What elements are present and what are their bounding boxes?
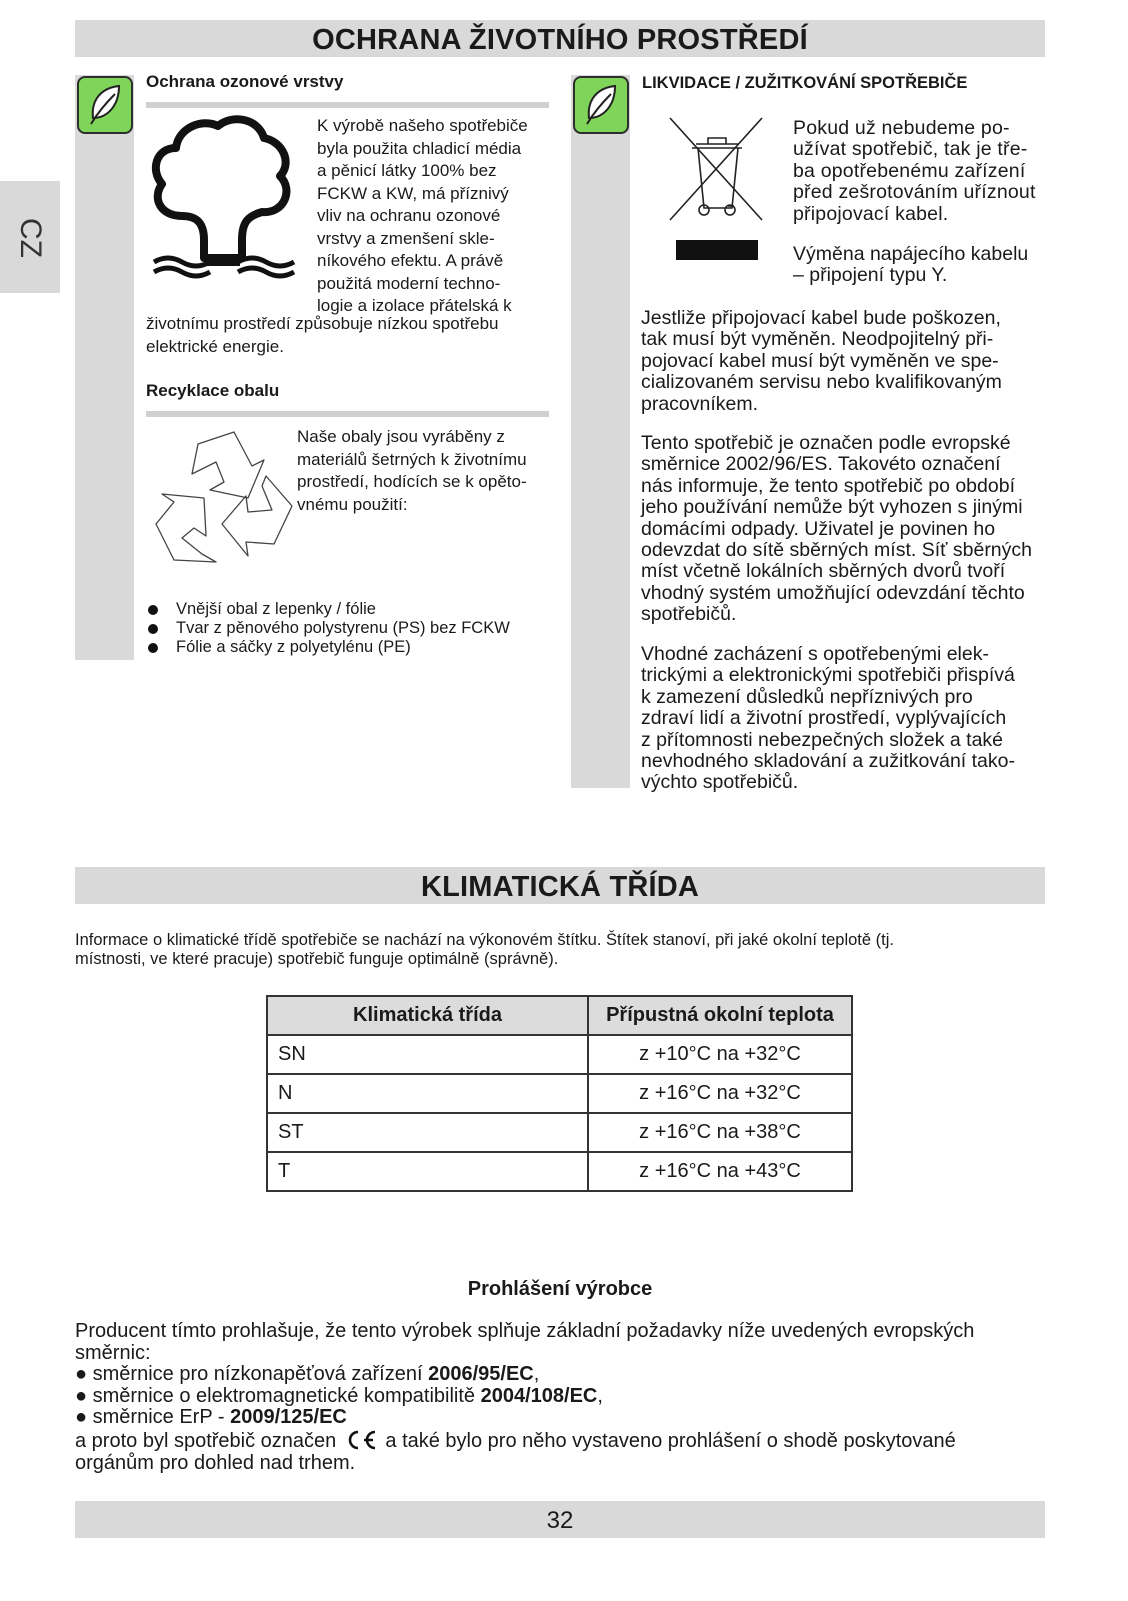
leaf-icon: [573, 76, 629, 134]
bullet: ●: [75, 1406, 88, 1429]
table-cell-class: T: [267, 1152, 588, 1191]
table-row: [267, 1152, 852, 1191]
disposal-p5-line: zdraví lidí a životní prostředí, vyplývajících: [641, 707, 1007, 730]
closing-before: a proto byl spotřebič označen: [75, 1429, 342, 1452]
table-cell-temp: z +16°C na +38°C: [588, 1113, 852, 1152]
left-column-margin: [75, 75, 134, 660]
list-item: Vnější obal z lepenky / fólie: [148, 600, 558, 619]
climate-table: [266, 995, 853, 1192]
ozone-line: použitá moderní techno-: [317, 273, 501, 293]
declaration-closing: [75, 1429, 1055, 1453]
packaging-line: vnému použití:: [297, 494, 408, 514]
crossed-bin-icon: [668, 116, 764, 264]
ozone-text-full: [146, 313, 556, 358]
ce-mark-icon: [342, 1429, 380, 1451]
leaf-icon: [77, 76, 133, 134]
disposal-p4: [641, 433, 1051, 626]
directive-item: [75, 1407, 1055, 1429]
directive-item: [75, 1386, 1055, 1408]
section-title-text: KLIMATICKÁ TŘÍDA: [420, 871, 700, 903]
disposal-p5-line: výchto spotřebičů.: [641, 771, 799, 794]
table-row: [267, 1035, 852, 1074]
packaging-list: [148, 600, 558, 657]
packaging-line: Naše obaly jsou vyráběny z: [297, 427, 505, 446]
tree-icon: [146, 112, 302, 284]
directive-text: směrnice ErP -: [87, 1406, 231, 1429]
disposal-p1-line: ba opotřebenému zařízení: [793, 159, 1026, 182]
ozone-line: vrstvy a zmenšení skle-: [317, 228, 495, 248]
ozone-line: FCKW a KW, má příznivý: [317, 183, 509, 203]
recycle-icon: [146, 424, 296, 569]
ozone-line: a pěnicí látky 100% bez: [317, 161, 497, 180]
disposal-p3-line: pojovací kabel musí být vyměněn ve spe-: [641, 349, 999, 372]
page-number: 32: [546, 1507, 574, 1534]
declaration-body: [75, 1321, 1055, 1474]
packaging-heading: Recyklace obalu: [146, 381, 280, 400]
table-cell-temp: z +16°C na +43°C: [588, 1152, 852, 1191]
disposal-p1-line: před zešrotováním uříznout: [793, 181, 1036, 204]
disposal-p5-line: Vhodné zacházení s opotřebenými elek-: [641, 643, 989, 665]
disposal-p3: [641, 308, 1051, 415]
ozone-line: elektrické energie.: [146, 336, 284, 356]
disposal-p3-line: Jestliže připojovací kabel bude poškozen,: [641, 307, 1001, 329]
climate-intro-line: Informace o klimatické třídě spotřebiče se nachází na výkonovém štítku. Štítek stanoví, při jaké okolní teplotě (tj.: [75, 931, 894, 949]
table-cell-temp: z +16°C na +32°C: [588, 1074, 852, 1113]
disposal-p2-line: Výměna napájecího kabelu: [793, 243, 1029, 265]
disposal-p4-line: jeho používání nemůže být vyhozen s jinými: [641, 496, 1023, 519]
disposal-p5-line: trickými a elektronickými spotřebiči přispívá: [641, 664, 1015, 687]
table-cell-class: ST: [267, 1113, 588, 1152]
table-header-temp: Přípustná okolní teplota: [588, 996, 852, 1035]
ozone-text-wrap: [317, 115, 557, 318]
disposal-p4-line: míst včetně lokálních sběrných dvorů tvoří: [641, 560, 1006, 583]
disposal-p4-line: vhodný systém umožňující odevzdání těchto: [641, 581, 1025, 604]
climate-intro: [75, 931, 1055, 969]
table-row: [267, 1074, 852, 1113]
language-tab-label: CZ: [14, 218, 47, 258]
ozone-line: níkového efektu. A právě: [317, 251, 504, 270]
ozone-line: K výrobě našeho spotřebiče: [317, 116, 528, 135]
disposal-p4-line: spotřebičů.: [641, 603, 737, 626]
climate-intro-line: místnosti, ve které pracuje) spotřebič funguje optimálně (správně).: [75, 950, 559, 968]
section-title-text: OCHRANA ŽIVOTNÍHO PROSTŘEDÍ: [312, 24, 808, 56]
section-title-environment: [75, 20, 1045, 57]
disposal-heading: LIKVIDACE / ZUŽITKOVÁNÍ SPOTŘEBIČE: [642, 74, 968, 92]
table-cell-temp: z +10°C na +32°C: [588, 1035, 852, 1074]
disposal-p4-line: směrnice 2002/96/ES. Takovéto označení: [641, 453, 1001, 476]
declaration-title: Prohlášení výrobce: [467, 1278, 653, 1300]
disposal-p1-line: připojovací kabel.: [793, 202, 949, 225]
packaging-line: materiálů šetrných k životnímu: [297, 449, 527, 469]
disposal-p1-line: Pokud už nebudeme po-: [793, 117, 1010, 139]
ozone-line: vliv na ochranu ozonové: [317, 206, 501, 225]
page-footer: [75, 1501, 1045, 1538]
closing-after: a také bylo pro něho vystaveno prohlášení o shodě poskytované: [379, 1429, 956, 1452]
disposal-p5-line: k zamezení důsledků nepříznivých pro: [641, 685, 973, 708]
table-row: [267, 1113, 852, 1152]
disposal-p4-line: odevzdat do sítě sběrných míst. Síť sběrných: [641, 539, 1032, 562]
directive-code: 2004/108/EC: [480, 1384, 598, 1407]
directive-code: 2006/95/EC: [428, 1363, 534, 1386]
disposal-p4-line: nás informuje, že tento spotřebič po období: [641, 474, 1015, 497]
ozone-heading: Ochrana ozonové vrstvy: [146, 72, 344, 91]
section-title-climate: [75, 867, 1045, 904]
bullet: ●: [75, 1363, 88, 1386]
disposal-p2-line: – připojení typu Y.: [793, 264, 948, 287]
right-column-margin: [571, 75, 630, 788]
directive-after: ,: [597, 1384, 603, 1407]
ozone-line: životnímu prostředí způsobuje nízkou spotřebu: [146, 314, 499, 333]
ozone-line: logie a izolace přátelská k: [317, 296, 512, 315]
table-header-class: Klimatická třída: [267, 996, 588, 1035]
disposal-p3-line: cializovaném servisu nebo kvalifikovaným: [641, 371, 1002, 394]
declaration-closing-line2: orgánům pro dohled nad trhem.: [75, 1451, 356, 1474]
declaration-intro-line: Producent tímto prohlašuje, že tento výrobek splňuje základní požadavky níže uvedených evropských: [75, 1320, 975, 1342]
directive-item: [75, 1364, 1055, 1386]
disposal-p1-line: užívat spotřebič, tak je tře-: [793, 138, 1028, 161]
directive-text: směrnice pro nízkonapěťová zařízení: [87, 1363, 429, 1386]
disposal-p5: [641, 644, 1051, 794]
packaging-line: prostředí, hodících se k opěto-: [297, 472, 527, 491]
directive-code: 2009/125/EC: [230, 1406, 347, 1429]
disposal-p4-line: Tento spotřebič je označen podle evropské: [641, 432, 1011, 454]
table-cell-class: SN: [267, 1035, 588, 1074]
directive-after: ,: [533, 1363, 540, 1386]
table-header-row: [267, 996, 852, 1035]
disposal-p5-line: z přítomnosti nebezpečných složek a také: [641, 728, 1004, 751]
disposal-p4-line: domácími odpady. Uživatel je povinen ho: [641, 517, 996, 540]
disposal-p5-line: nevhodného skladování a zužitkování tako-: [641, 750, 1015, 773]
packaging-separator: [146, 411, 549, 417]
directive-text: směrnice o elektromagnetické kompatibilitě: [87, 1384, 481, 1407]
disposal-p3-line: pracovníkem.: [641, 392, 759, 415]
disposal-p1: [793, 118, 1045, 225]
packaging-text: [297, 426, 557, 516]
table-cell-class: N: [267, 1074, 588, 1113]
declaration-intro-line: směrnic:: [75, 1341, 151, 1364]
ozone-separator: [146, 102, 549, 108]
disposal-p3-line: tak musí být vyměněn. Neodpojitelný při-: [641, 328, 994, 351]
list-item: Fólie a sáčky z polyetylénu (PE): [148, 638, 558, 657]
bullet: ●: [75, 1384, 88, 1407]
language-tab: [0, 181, 60, 293]
disposal-p2: [793, 244, 1045, 287]
list-item: Tvar z pěnového polystyrenu (PS) bez FCKW: [148, 619, 558, 638]
ozone-line: byla použita chladicí média: [317, 138, 522, 158]
